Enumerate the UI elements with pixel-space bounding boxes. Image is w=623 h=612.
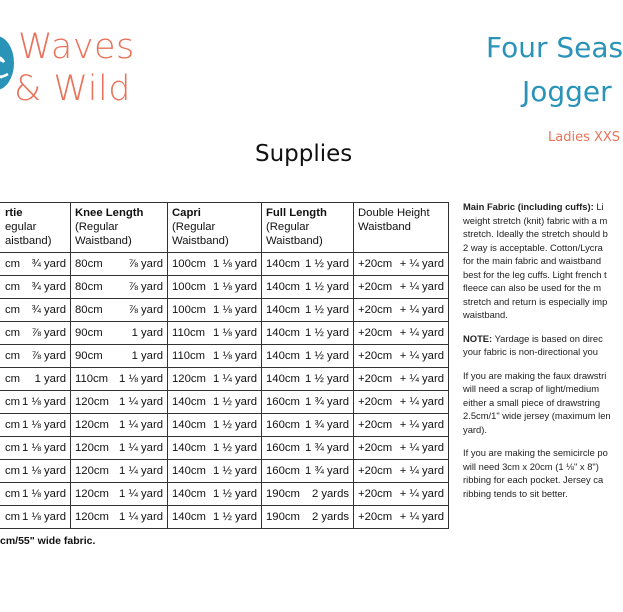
imperial-amount: 1 ½ yard <box>305 258 349 270</box>
metric-amount: +20cm <box>358 258 393 270</box>
text-line: ribbing tends to sit better. <box>463 487 568 499</box>
table-cell <box>262 368 354 391</box>
text-line: either a small piece of drawstring <box>463 396 601 408</box>
table-cell <box>0 322 71 345</box>
imperial-amount: 1 ⅛ yard <box>213 281 257 293</box>
imperial-amount: 1 ⅛ yard <box>22 488 66 500</box>
table-cell <box>0 437 71 460</box>
table-cell <box>354 322 449 345</box>
imperial-amount: 1 ⅛ yard <box>213 304 257 316</box>
metric-amount: cm <box>5 419 21 431</box>
table-cell <box>0 368 71 391</box>
brand-name-line2: & Wild <box>14 69 131 109</box>
brand-name-line1: Waves <box>18 27 135 67</box>
imperial-amount: ¾ yard <box>31 281 66 293</box>
pattern-title-line1: Four Seas <box>486 31 623 64</box>
imperial-amount: 2 yards <box>311 511 349 523</box>
table-body <box>0 253 449 529</box>
table-cell <box>354 414 449 437</box>
imperial-amount: ⅞ yard <box>31 327 66 339</box>
table-cell <box>71 253 168 276</box>
metric-amount: 100cm <box>172 281 206 293</box>
imperial-amount: 1 ⅛ yard <box>22 511 66 523</box>
imperial-amount: 1 ⅛ yard <box>119 373 163 385</box>
metric-amount: 140cm <box>266 258 300 270</box>
imperial-amount: 1 ¼ yard <box>119 465 163 477</box>
size-range: Ladies XXS <box>548 130 621 145</box>
imperial-amount: ⅞ yard <box>128 281 163 293</box>
table-cell <box>354 506 449 529</box>
main-fabric-paragraph <box>463 200 611 322</box>
metric-amount: 140cm <box>172 465 206 477</box>
table-cell <box>0 253 71 276</box>
imperial-amount: 1 ¼ yard <box>119 396 163 408</box>
metric-amount: 160cm <box>266 419 300 431</box>
metric-amount: cm <box>5 465 21 477</box>
fabric-notes <box>463 200 611 510</box>
metric-amount: 140cm <box>172 442 206 454</box>
text-line: If you are making the semicircle po <box>463 447 608 458</box>
metric-amount: 100cm <box>172 304 206 316</box>
table-cell <box>262 460 354 483</box>
table-cell <box>262 322 354 345</box>
table-cell <box>71 460 168 483</box>
text-line: yard). <box>463 423 487 435</box>
imperial-amount: 1 ½ yard <box>213 419 257 431</box>
imperial-amount: ⅞ yard <box>128 304 163 316</box>
column-header-sub: (Regular <box>266 221 310 233</box>
table-cell <box>0 460 71 483</box>
imperial-amount: 1 ⅛ yard <box>22 442 66 454</box>
table-cell <box>0 345 71 368</box>
table-cell <box>168 506 262 529</box>
imperial-amount: 1 ½ yard <box>305 350 349 362</box>
table-cell <box>262 253 354 276</box>
metric-amount: +20cm <box>358 281 393 293</box>
column-header-name: rtie <box>5 207 23 219</box>
imperial-amount: + ¼ yard <box>399 442 444 454</box>
table-cell <box>168 322 262 345</box>
metric-amount: cm <box>5 396 21 408</box>
imperial-amount: 1 ½ yard <box>213 396 257 408</box>
imperial-amount: 1 ½ yard <box>213 442 257 454</box>
metric-amount: +20cm <box>358 373 393 385</box>
table-cell <box>354 483 449 506</box>
metric-amount: 120cm <box>75 465 109 477</box>
table-cell <box>0 276 71 299</box>
table-cell <box>354 253 449 276</box>
table-row <box>0 322 449 345</box>
table-cell <box>0 506 71 529</box>
imperial-amount: ⅞ yard <box>128 258 163 270</box>
table-cell <box>262 506 354 529</box>
imperial-amount: 1 ⅛ yard <box>22 465 66 477</box>
table-cell <box>262 414 354 437</box>
text-line: your fabric is non-directional you <box>463 346 598 357</box>
table-cell <box>262 299 354 322</box>
table-row <box>0 391 449 414</box>
text-line: Yardage is based on direc <box>492 332 603 344</box>
table-cell <box>168 276 262 299</box>
imperial-amount: 1 ½ yard <box>305 327 349 339</box>
table-row <box>0 483 449 506</box>
imperial-amount: + ¼ yard <box>399 488 444 500</box>
metric-amount: 160cm <box>266 396 300 408</box>
imperial-amount: 1 ¾ yard <box>305 465 349 477</box>
imperial-amount: 1 ¾ yard <box>305 442 349 454</box>
table-cell <box>262 391 354 414</box>
imperial-amount: + ¼ yard <box>399 327 444 339</box>
metric-amount: +20cm <box>358 350 393 362</box>
imperial-amount: 1 ¼ yard <box>119 442 163 454</box>
metric-amount: 80cm <box>75 304 103 316</box>
imperial-amount: 1 ½ yard <box>213 511 257 523</box>
metric-amount: 140cm <box>266 304 300 316</box>
table-cell <box>354 391 449 414</box>
metric-amount: cm <box>5 327 21 339</box>
table-cell <box>0 483 71 506</box>
column-header <box>71 203 168 253</box>
table-cell <box>71 276 168 299</box>
metric-amount: 110cm <box>75 373 109 385</box>
metric-amount: cm <box>5 350 21 362</box>
metric-amount: 140cm <box>172 396 206 408</box>
table-cell <box>354 368 449 391</box>
table-cell <box>71 506 168 529</box>
table-cell <box>262 345 354 368</box>
column-header-sub: Double Height <box>358 207 430 219</box>
column-header-sub: (Regular <box>75 221 119 233</box>
supplies-table <box>0 202 449 529</box>
metric-amount: 110cm <box>172 350 206 362</box>
table-cell <box>71 368 168 391</box>
table-row <box>0 345 449 368</box>
metric-amount: +20cm <box>358 442 393 454</box>
imperial-amount: 1 yard <box>131 350 163 362</box>
table-row <box>0 253 449 276</box>
metric-amount: +20cm <box>358 304 393 316</box>
metric-amount: +20cm <box>358 465 393 477</box>
table-cell <box>168 460 262 483</box>
metric-amount: 190cm <box>266 488 300 500</box>
metric-amount: cm <box>5 258 21 270</box>
column-header-sub: Waistband <box>358 221 411 233</box>
pocket-paragraph <box>463 446 611 500</box>
text-line: waistband. <box>463 309 508 320</box>
text-line: If you are making the faux drawstri <box>463 369 607 381</box>
imperial-amount: 1 ⅛ yard <box>213 327 257 339</box>
column-header-name: Knee Length <box>75 207 144 219</box>
table-cell <box>354 276 449 299</box>
imperial-amount: + ¼ yard <box>399 419 444 431</box>
imperial-amount: + ¼ yard <box>399 511 444 523</box>
table-cell <box>71 299 168 322</box>
column-header <box>0 203 71 253</box>
metric-amount: 160cm <box>266 442 300 454</box>
table-header-row <box>0 203 449 253</box>
table-cell <box>262 483 354 506</box>
metric-amount: +20cm <box>358 511 393 523</box>
imperial-amount: 1 yard <box>34 373 66 385</box>
table-cell <box>168 368 262 391</box>
text-line: stretch and return is especially imp <box>463 295 608 307</box>
main-fabric-label: Main Fabric (including cuffs): <box>463 201 594 212</box>
imperial-amount: 1 ½ yard <box>305 281 349 293</box>
imperial-amount: 1 ⅛ yard <box>22 419 66 431</box>
table-cell <box>71 345 168 368</box>
table-cell <box>71 414 168 437</box>
metric-amount: 160cm <box>266 465 300 477</box>
column-header-sub: Waistband) <box>266 235 323 247</box>
section-title: Supplies <box>255 141 353 167</box>
imperial-amount: + ¼ yard <box>399 465 444 477</box>
imperial-amount: 1 ⅛ yard <box>213 258 257 270</box>
imperial-amount: + ¼ yard <box>399 350 444 362</box>
metric-amount: 100cm <box>172 258 206 270</box>
table-cell <box>168 483 262 506</box>
metric-amount: 90cm <box>75 327 103 339</box>
metric-amount: 140cm <box>266 373 300 385</box>
text-line: best for the leg cuffs. Light french t <box>463 268 607 280</box>
table-row <box>0 299 449 322</box>
imperial-amount: + ¼ yard <box>399 396 444 408</box>
table-cell <box>71 483 168 506</box>
text-line: will need 3cm x 20cm (1 ⅛" x 8") <box>463 460 599 472</box>
column-header-sub: Waistband) <box>75 235 132 247</box>
metric-amount: cm <box>5 304 21 316</box>
table-cell <box>354 437 449 460</box>
column-header-sub: egular <box>5 221 37 233</box>
table-cell <box>354 460 449 483</box>
metric-amount: 120cm <box>75 396 109 408</box>
metric-amount: 80cm <box>75 258 103 270</box>
table-cell <box>0 299 71 322</box>
table-cell <box>262 437 354 460</box>
metric-amount: 140cm <box>172 511 206 523</box>
table-row <box>0 414 449 437</box>
imperial-amount: + ¼ yard <box>399 304 444 316</box>
metric-amount: 190cm <box>266 511 300 523</box>
imperial-amount: 1 ¾ yard <box>305 396 349 408</box>
imperial-amount: 1 ¾ yard <box>305 419 349 431</box>
column-header <box>262 203 354 253</box>
text-line: fleece can also be used for the m <box>463 282 602 293</box>
table-row <box>0 506 449 529</box>
metric-amount: 140cm <box>172 419 206 431</box>
metric-amount: cm <box>5 373 21 385</box>
imperial-amount: ¾ yard <box>31 258 66 270</box>
table-row <box>0 368 449 391</box>
table-cell <box>71 322 168 345</box>
note-label: NOTE: <box>463 332 493 344</box>
table-cell <box>168 345 262 368</box>
column-header-sub: aistband) <box>5 235 52 247</box>
text-line: will need a scrap of light/medium <box>463 383 600 394</box>
imperial-amount: + ¼ yard <box>399 281 444 293</box>
column-header-name: Full Length <box>266 207 327 219</box>
table-cell <box>71 391 168 414</box>
metric-amount: 140cm <box>172 488 206 500</box>
metric-amount: 140cm <box>266 281 300 293</box>
metric-amount: 140cm <box>266 350 300 362</box>
metric-amount: 120cm <box>75 419 109 431</box>
imperial-amount: 1 yard <box>131 327 163 339</box>
table-cell <box>168 437 262 460</box>
imperial-amount: 1 ½ yard <box>305 304 349 316</box>
text-line: 2 way is acceptable. Cotton/Lycra <box>463 241 603 253</box>
table-cell <box>168 299 262 322</box>
imperial-amount: 1 ⅛ yard <box>22 396 66 408</box>
text-line: weight stretch (knit) fabric with a m <box>463 214 608 226</box>
note-paragraph <box>463 332 611 359</box>
imperial-amount: 1 ¼ yard <box>213 373 257 385</box>
imperial-amount: 1 ⅛ yard <box>213 350 257 362</box>
metric-amount: cm <box>5 511 21 523</box>
fabric-width-note: cm/55" wide fabric. <box>0 535 96 547</box>
metric-amount: 110cm <box>172 327 206 339</box>
table-cell <box>0 391 71 414</box>
brand-logo <box>0 26 138 116</box>
table-cell <box>0 414 71 437</box>
metric-amount: 120cm <box>75 511 109 523</box>
metric-amount: 120cm <box>172 373 206 385</box>
metric-amount: cm <box>5 442 21 454</box>
imperial-amount: 1 ½ yard <box>305 373 349 385</box>
table-cell <box>168 414 262 437</box>
imperial-amount: 1 ¼ yard <box>119 511 163 523</box>
imperial-amount: 2 yards <box>311 488 349 500</box>
metric-amount: 140cm <box>266 327 300 339</box>
text-line: stretch. Ideally the stretch should b <box>463 228 608 239</box>
metric-amount: +20cm <box>358 396 393 408</box>
imperial-amount: ⅞ yard <box>31 350 66 362</box>
metric-amount: cm <box>5 281 21 293</box>
column-header <box>168 203 262 253</box>
table-cell <box>168 253 262 276</box>
column-header-name: Capri <box>172 207 201 219</box>
table-cell <box>168 391 262 414</box>
table-cell <box>71 437 168 460</box>
text-line: Li <box>593 201 604 212</box>
metric-amount: +20cm <box>358 327 393 339</box>
column-header <box>354 203 449 253</box>
metric-amount: +20cm <box>358 419 393 431</box>
table-row <box>0 437 449 460</box>
wave-logo-icon <box>0 36 14 90</box>
drawstring-paragraph <box>463 369 611 437</box>
column-header-sub: (Regular <box>172 221 216 233</box>
table-cell <box>354 299 449 322</box>
imperial-amount: + ¼ yard <box>399 258 444 270</box>
metric-amount: 90cm <box>75 350 103 362</box>
text-line: 2.5cm/1" wide jersey (maximum len <box>463 410 611 421</box>
metric-amount: 80cm <box>75 281 103 293</box>
imperial-amount: 1 ¼ yard <box>119 488 163 500</box>
imperial-amount: 1 ½ yard <box>213 488 257 500</box>
metric-amount: 120cm <box>75 488 109 500</box>
text-line: for the main fabric and waistband <box>463 255 602 266</box>
table-row <box>0 276 449 299</box>
table-cell <box>262 276 354 299</box>
column-header-sub: Waistband) <box>172 235 229 247</box>
text-line: ribbing for each pocket. Jersey ca <box>463 474 604 485</box>
imperial-amount: + ¼ yard <box>399 373 444 385</box>
metric-amount: cm <box>5 488 21 500</box>
imperial-amount: 1 ½ yard <box>213 465 257 477</box>
imperial-amount: ¾ yard <box>31 304 66 316</box>
metric-amount: 120cm <box>75 442 109 454</box>
pattern-title-line2: Jogger <box>522 75 612 108</box>
metric-amount: +20cm <box>358 488 393 500</box>
table-cell <box>354 345 449 368</box>
table-row <box>0 460 449 483</box>
imperial-amount: 1 ¼ yard <box>119 419 163 431</box>
